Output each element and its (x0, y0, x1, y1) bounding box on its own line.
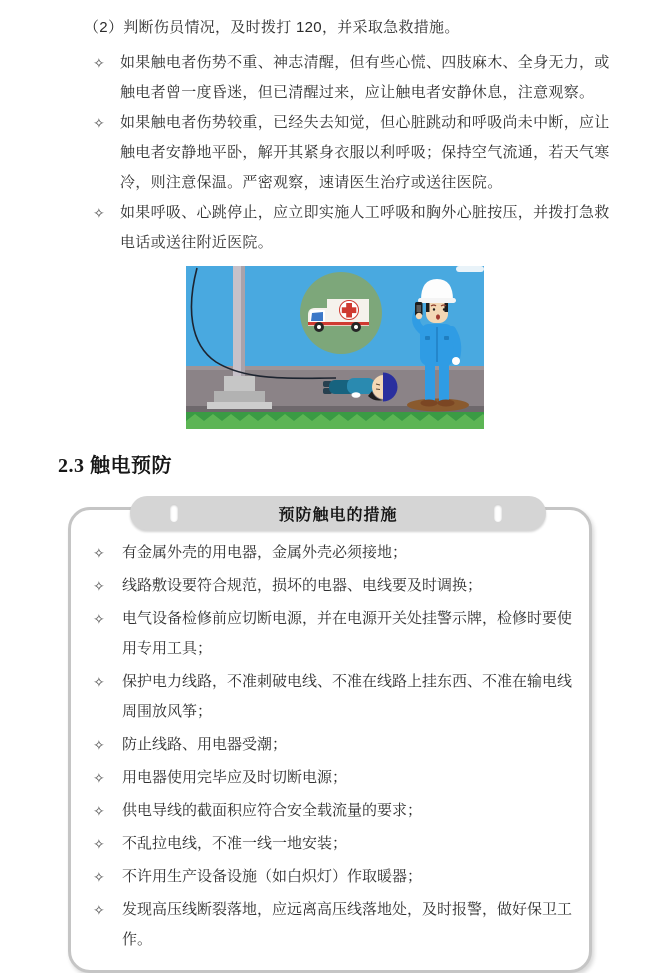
list-item (93, 829, 573, 859)
diamond-bullet-icon: ✧ (93, 902, 105, 918)
prevention-box-banner (130, 496, 546, 530)
list-item-text: 供电导线的截面积应符合安全载流量的要求； (122, 802, 423, 819)
list-item-text: 防止线路、用电器受潮； (122, 736, 288, 753)
diamond-bullet-icon: ✧ (93, 55, 106, 71)
intro-paragraph: （2）判断伤员情况，及时拨打 120，并采取急救措施。 (84, 19, 460, 36)
list-item-text: 用电器使用完毕应及时切断电源； (122, 769, 348, 786)
prevention-box-title: 预防触电的措施 (278, 506, 398, 524)
list-item-text: 保护电力线路，不准刺破电线、不准在线路上挂东西、不准在输电线周围放风筝； (122, 673, 573, 720)
diamond-bullet-icon: ✧ (93, 770, 105, 786)
list-item-text: 不乱拉电线，不准一线一地安装； (122, 835, 348, 852)
diamond-bullet-icon: ✧ (93, 578, 105, 594)
diamond-bullet-icon: ✧ (93, 737, 105, 753)
diamond-bullet-icon: ✧ (93, 674, 105, 690)
list-item (93, 895, 573, 955)
list-item-text: 有金属外壳的用电器，金属外壳必须接地； (122, 544, 408, 561)
diamond-bullet-icon: ✧ (93, 545, 105, 561)
list-item-text: 如果呼吸、心跳停止，应立即实施人工呼吸和胸外心脏按压，并拨打急救电话或送往附近医院。 (120, 204, 610, 251)
diamond-bullet-icon: ✧ (93, 869, 105, 885)
list-item-text: 发现高压线断裂落地，应远离高压线落地处，及时报警，做好保卫工作。 (122, 901, 573, 948)
rescue-illustration-svg (186, 266, 484, 429)
diamond-bullet-icon: ✧ (93, 803, 105, 819)
list-item (93, 538, 573, 568)
list-item (93, 604, 573, 664)
rescue-illustration (186, 266, 484, 429)
prevention-list (87, 538, 579, 955)
section-heading: 2.3 触电预防 (58, 455, 172, 477)
list-item (93, 571, 573, 601)
list-item-text: 如果触电者伤势较重，已经失去知觉，但心脏跳动和呼吸尚未中断，应让触电者安静地平卧，解开其紧身衣服以利呼吸；保持空气流通，若天气寒冷，则注意保温。严密观察，速请医生治疗或送往医院。 (120, 114, 610, 191)
pole-base (224, 376, 255, 393)
list-item-text: 不许用生产设备设施（如白炽灯）作取暖器； (122, 868, 423, 885)
diamond-bullet-icon: ✧ (93, 205, 106, 221)
list-item-text: 如果触电者伤势不重、神志清醒，但有些心慌、四肢麻木、全身无力，或触电者曾一度昏迷，但已清醒过来，应让触电者安静休息，注意观察。 (120, 54, 610, 101)
diamond-bullet-icon: ✧ (93, 611, 105, 627)
corner-notch (456, 266, 484, 272)
list-item (93, 730, 573, 760)
list-item (93, 667, 573, 727)
list-item (93, 108, 611, 198)
diamond-bullet-icon: ✧ (93, 115, 106, 131)
list-item (93, 796, 573, 826)
list-item (93, 763, 573, 793)
list-item (93, 48, 611, 108)
list-item (93, 198, 611, 258)
banner-slot-icon (494, 504, 502, 522)
ambulance-icon (300, 272, 382, 354)
list-item-text: 电气设备检修前应切断电源，并在电源开关处挂警示牌，检修时要使用专用工具； (122, 610, 573, 657)
prevention-box (68, 507, 592, 973)
first-aid-list (0, 48, 653, 258)
list-item (93, 862, 573, 892)
banner-slot-icon (170, 504, 178, 522)
diamond-bullet-icon: ✧ (93, 836, 105, 852)
list-item-text: 线路敷设要符合规范，损坏的电器、电线要及时调换； (122, 577, 483, 594)
